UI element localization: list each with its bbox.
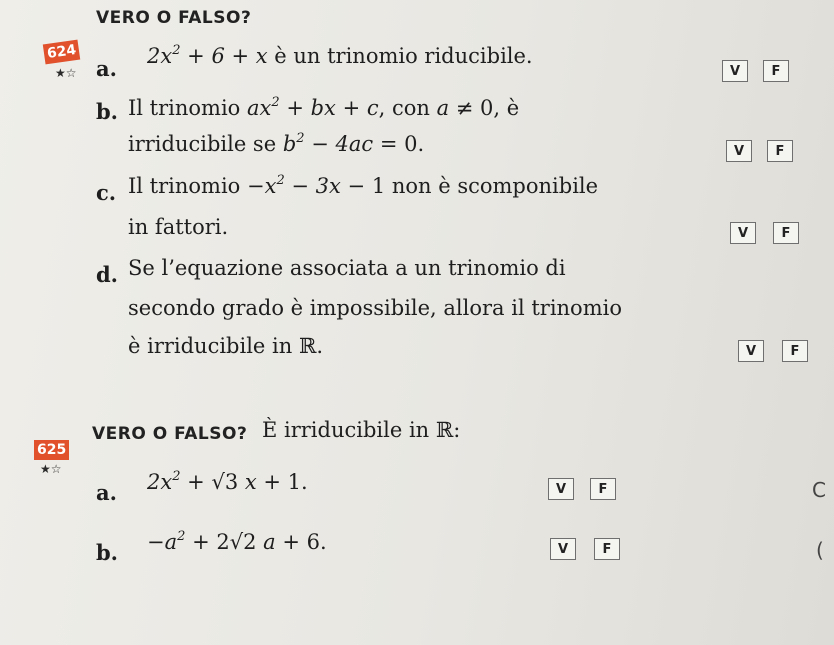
item-label-624c: c.: [96, 180, 117, 205]
statement-624c-line2: in fattori.: [128, 215, 229, 239]
exercise-prompt-625: È irriducibile in ℝ:: [262, 418, 461, 442]
statement-624d-line2: secondo grado è impossibile, allora il trinomio: [128, 296, 622, 320]
false-box-624a[interactable]: F: [763, 60, 789, 82]
statement-624b-line1: Il trinomio $ax^2$ + bx + c, con a ≠ 0, è: [128, 95, 520, 120]
item-label-625a: a.: [96, 480, 117, 505]
statement-624c-line1: Il trinomio $-x^2 - 3x - 1$ non è scomponibile: [128, 173, 599, 198]
item-label-624a: a.: [96, 56, 117, 81]
expression-625b: $-a^2 + 2√2$ a + 6.: [147, 529, 327, 554]
true-box-625b[interactable]: V: [550, 538, 576, 560]
exercise-number-625: 625: [34, 440, 69, 460]
cut-off-text-625a: C: [812, 478, 826, 502]
true-box-624b[interactable]: V: [726, 140, 752, 162]
false-box-625a[interactable]: F: [590, 478, 616, 500]
item-label-625b: b.: [96, 540, 118, 565]
true-box-624c[interactable]: V: [730, 222, 756, 244]
false-box-624b[interactable]: F: [767, 140, 793, 162]
true-box-625a[interactable]: V: [548, 478, 574, 500]
statement-624b-line2: irriducibile se $b^2 - 4ac = 0$.: [128, 131, 425, 156]
statement-624d-line3: è irriducibile in ℝ.: [128, 334, 324, 358]
false-box-624c[interactable]: F: [773, 222, 799, 244]
difficulty-stars-625: ★☆: [40, 462, 62, 476]
false-box-625b[interactable]: F: [594, 538, 620, 560]
difficulty-stars-624: ★☆: [55, 66, 77, 80]
true-box-624d[interactable]: V: [738, 340, 764, 362]
exercise-number-624: 624: [43, 40, 81, 65]
false-box-624d[interactable]: F: [782, 340, 808, 362]
statement-624d-line1: Se l’equazione associata a un trinomio di: [128, 256, 566, 280]
true-box-624a[interactable]: V: [722, 60, 748, 82]
exercise-header-624: VERO O FALSO?: [96, 8, 252, 28]
statement-624a: $2x^2 + 6 + x$ è un trinomio riducibile.: [147, 43, 533, 68]
expression-625a: $2x^2 + √3$ x + 1.: [147, 469, 308, 494]
item-label-624b: b.: [96, 99, 118, 124]
item-label-624d: d.: [96, 262, 118, 287]
cut-off-text-625b: (: [816, 538, 824, 562]
exercise-header-625: VERO O FALSO?: [92, 424, 248, 444]
